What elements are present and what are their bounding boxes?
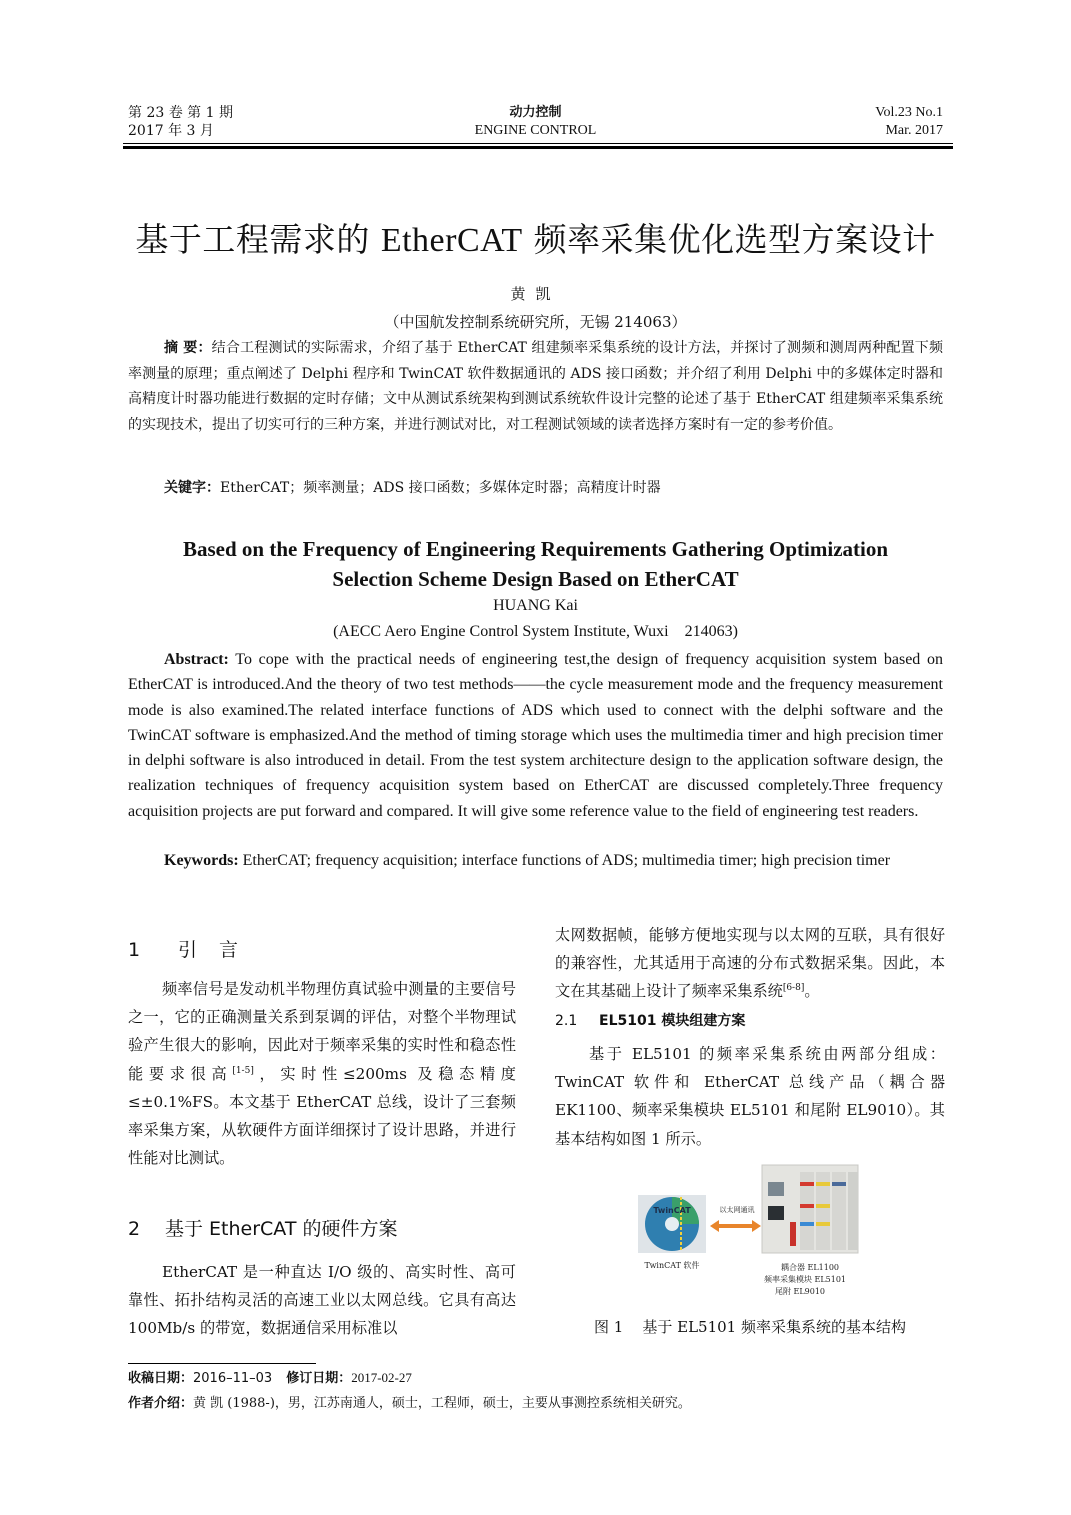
title-en-line: Selection Scheme Design Based on EtherCAT xyxy=(332,567,739,591)
journal-name-en: ENGINE CONTROL xyxy=(474,123,597,138)
author-name-cn: 黄凯 xyxy=(510,285,561,303)
citation: [1-5] xyxy=(232,1065,254,1076)
section-heading-2 xyxy=(128,1216,397,1242)
subsection-heading-2-1 xyxy=(555,1010,745,1032)
received-label: 收稿日期： xyxy=(128,1371,194,1386)
section-title: 引言 xyxy=(178,939,261,961)
paragraph-text: 太网数据帧，能够方便地实现与以太网的互联，具有很好的兼容性，尤其适用于高速的分布式数据采集。因此，本文在其基础上设计了频率采集系统 xyxy=(555,926,945,1001)
abstract-cn-label: 摘 要： xyxy=(164,340,212,356)
figure-right-caption: 尾附 EL9010 xyxy=(774,1287,826,1296)
section2-paragraph-left: EtherCAT 是一种直达 I/O 级的、高实时性、高可靠性、拓扑结构灵活的高速工业以太网总线。它具有高达 100Mb/s 的带宽，数据通信采用标准以 xyxy=(128,1263,516,1338)
revised-label: 修订日期： xyxy=(286,1371,352,1386)
issue-date-en: Mar. 2017 xyxy=(885,123,943,138)
paragraph-text: ，实时性≤200ms 及稳态精度≤±0.1%FS。本文基于 EtherCAT 总线，设计了三套频率采集方案，从软硬件方面详细探讨了设计思路，并进行性能对比测试。 xyxy=(128,1064,516,1168)
subsection21-paragraph: 基于 EL5101 的频率采集系统由两部分组成：TwinCAT 软件和 EtherCAT 总线产品（耦合器 EK1100、频率采集模块 EL5101 和尾附 EL9010）。其基本结构如图 1 所示。 xyxy=(555,1045,945,1148)
citation: [6-8] xyxy=(782,983,805,994)
terminal-color-tag xyxy=(816,1182,830,1186)
keywords-cn-text: EtherCAT；频率测量；ADS 接口函数；多媒体定时器；高精度计时器 xyxy=(220,480,661,496)
arrow-label: 以太网通讯 xyxy=(719,1206,755,1214)
figure-1 xyxy=(630,1160,880,1305)
end-terminal xyxy=(848,1172,858,1250)
section-number: 2 xyxy=(128,1218,141,1240)
section1-paragraph xyxy=(128,975,516,1172)
arrow-head-right-icon xyxy=(752,1220,761,1232)
figure-1-caption: 图 1 基于 EL5101 频率采集系统的基本结构 xyxy=(593,1318,906,1336)
footnote-author xyxy=(128,1394,691,1414)
terminal-blocks xyxy=(800,1172,858,1250)
figure-left-caption: TwinCAT 软件 xyxy=(644,1261,700,1270)
header-rule-thin xyxy=(123,143,953,144)
abstract-cn-text: 结合工程测试的实际需求，介绍了基于 EtherCAT 组建频率采集系统的设计方法，并探讨了测频和测周两种配置下频率测量的原理；重点阐述了 Delphi 程序和 TwinCAT 软件数据通讯的 ADS 接口函数；并介绍了利用 Delphi 中的多媒体定时器和高精度计时器功能进行数据的定时存储；文中从测试系统架构到测试系统软件设计完整的论述了基于 EtherCAT 组建频率采集系统的实现技术，提出了切实可行的三种方案，并进行测试对比，对工程测试领域的读者选择方案时有一定的参考价值。 xyxy=(128,340,944,433)
abstract-en-label: Abstract: xyxy=(164,651,229,668)
section-heading-1 xyxy=(128,937,260,963)
volume-issue-en: Vol.23 No.1 xyxy=(875,105,943,120)
footnote-dates xyxy=(128,1368,412,1389)
author-name-en: HUANG Kai xyxy=(493,597,578,614)
running-header-right xyxy=(875,104,943,140)
abstract-en xyxy=(128,647,943,824)
footnote-rule xyxy=(128,1363,316,1364)
revised-date: 2017-02-27 xyxy=(351,1370,412,1385)
title-part: 频率采集优化选型方案设计 xyxy=(522,220,936,259)
paper-title-cn xyxy=(0,218,1071,263)
paragraph-text: 频率信号是发动机半物理仿真试验中测量的主要信号之一，它的正确测量关系到泵调的评估，对整个半物理试验产生很大的影响，因此对于频率采集的实时性和稳态性能要求很高 xyxy=(128,980,516,1083)
cd-label: TwinCAT xyxy=(653,1206,691,1215)
terminal-color-tag xyxy=(832,1182,846,1186)
subsection-number: 2.1 xyxy=(555,1013,578,1029)
rj45-port-icon xyxy=(768,1182,784,1196)
terminal-color-tag xyxy=(816,1222,830,1226)
terminal-color-tag xyxy=(816,1204,830,1208)
title-en-line: Based on the Frequency of Engineering Requirements Gathering Optimization xyxy=(182,537,889,561)
issue-date-cn: 2017 年 3 月 xyxy=(128,123,214,139)
header-rule-thick xyxy=(123,146,953,149)
arrow-head-left-icon xyxy=(710,1220,719,1232)
title-part-en: EtherCAT xyxy=(380,222,523,259)
keywords-cn-label: 关键字： xyxy=(164,480,220,496)
affiliation-cn: （中国航发控制系统研究所，无锡 214063） xyxy=(384,313,687,331)
subsection-title: EL5101 模块组建方案 xyxy=(599,1013,746,1029)
terminal-color-tag xyxy=(800,1182,814,1186)
abstract-cn xyxy=(128,336,943,438)
section-number: 1 xyxy=(128,939,141,961)
paper-title-en xyxy=(0,534,1071,594)
title-part: 基于工程需求的 xyxy=(135,220,381,259)
figure-1-graphic xyxy=(630,1160,880,1305)
cd-hole xyxy=(665,1217,679,1231)
figure-right-caption: 频率采集模块 EL5101 xyxy=(763,1275,847,1284)
received-date: 2016–11–03 xyxy=(193,1371,273,1386)
rj45-port-icon xyxy=(768,1206,784,1220)
figure-right-caption: 耦合器 EL1100 xyxy=(780,1263,840,1272)
abstract-en-text: To cope with the practical needs of engineering test,the design of frequency acquisition system based on EtherCAT is introduced.And the theory of two test methods——the cycle measurement mode and the frequency measurement mode is also examined.The related interface functions of ADS which used to connect with the delphi software and the TwinCAT software is emphasized.And the method of timing storage which uses the multimedia timer and high precision timer in delphi software is also introduced in detail. From the test system architecture design to the application software design, the realization techniques of frequency acquisition system based on EtherCAT are discussed completely.Three frequency acquisition projects are put forward and compared. It will give some reference value to the field of engineering test readers. xyxy=(128,651,943,820)
keywords-en-text: EtherCAT; frequency acquisition; interface functions of ADS; multimedia timer; high precision timer xyxy=(238,852,891,869)
author-intro-label: 作者介绍： xyxy=(128,1396,194,1411)
terminal-color-tag xyxy=(800,1222,814,1226)
affiliation-en: (AECC Aero Engine Control System Institute, Wuxi 214063) xyxy=(333,623,738,640)
journal-name-cn: 动力控制 xyxy=(509,105,562,120)
author-intro-text: 黄 凯 (1988-)，男，江苏南通人，硕士，工程师，硕士，主要从事测控系统相关研究。 xyxy=(193,1396,691,1411)
coupler-label xyxy=(790,1222,796,1246)
section-title: 基于 EtherCAT 的硬件方案 xyxy=(165,1218,398,1240)
volume-issue: 第 23 卷 第 1 期 xyxy=(128,105,233,121)
keywords-en-label: Keywords: xyxy=(164,852,239,869)
keywords-cn xyxy=(164,476,661,501)
section2-paragraph-right xyxy=(555,921,945,1006)
paragraph-text: 。 xyxy=(804,982,820,1001)
keywords-en xyxy=(128,848,943,874)
terminal-color-tag xyxy=(800,1204,814,1208)
